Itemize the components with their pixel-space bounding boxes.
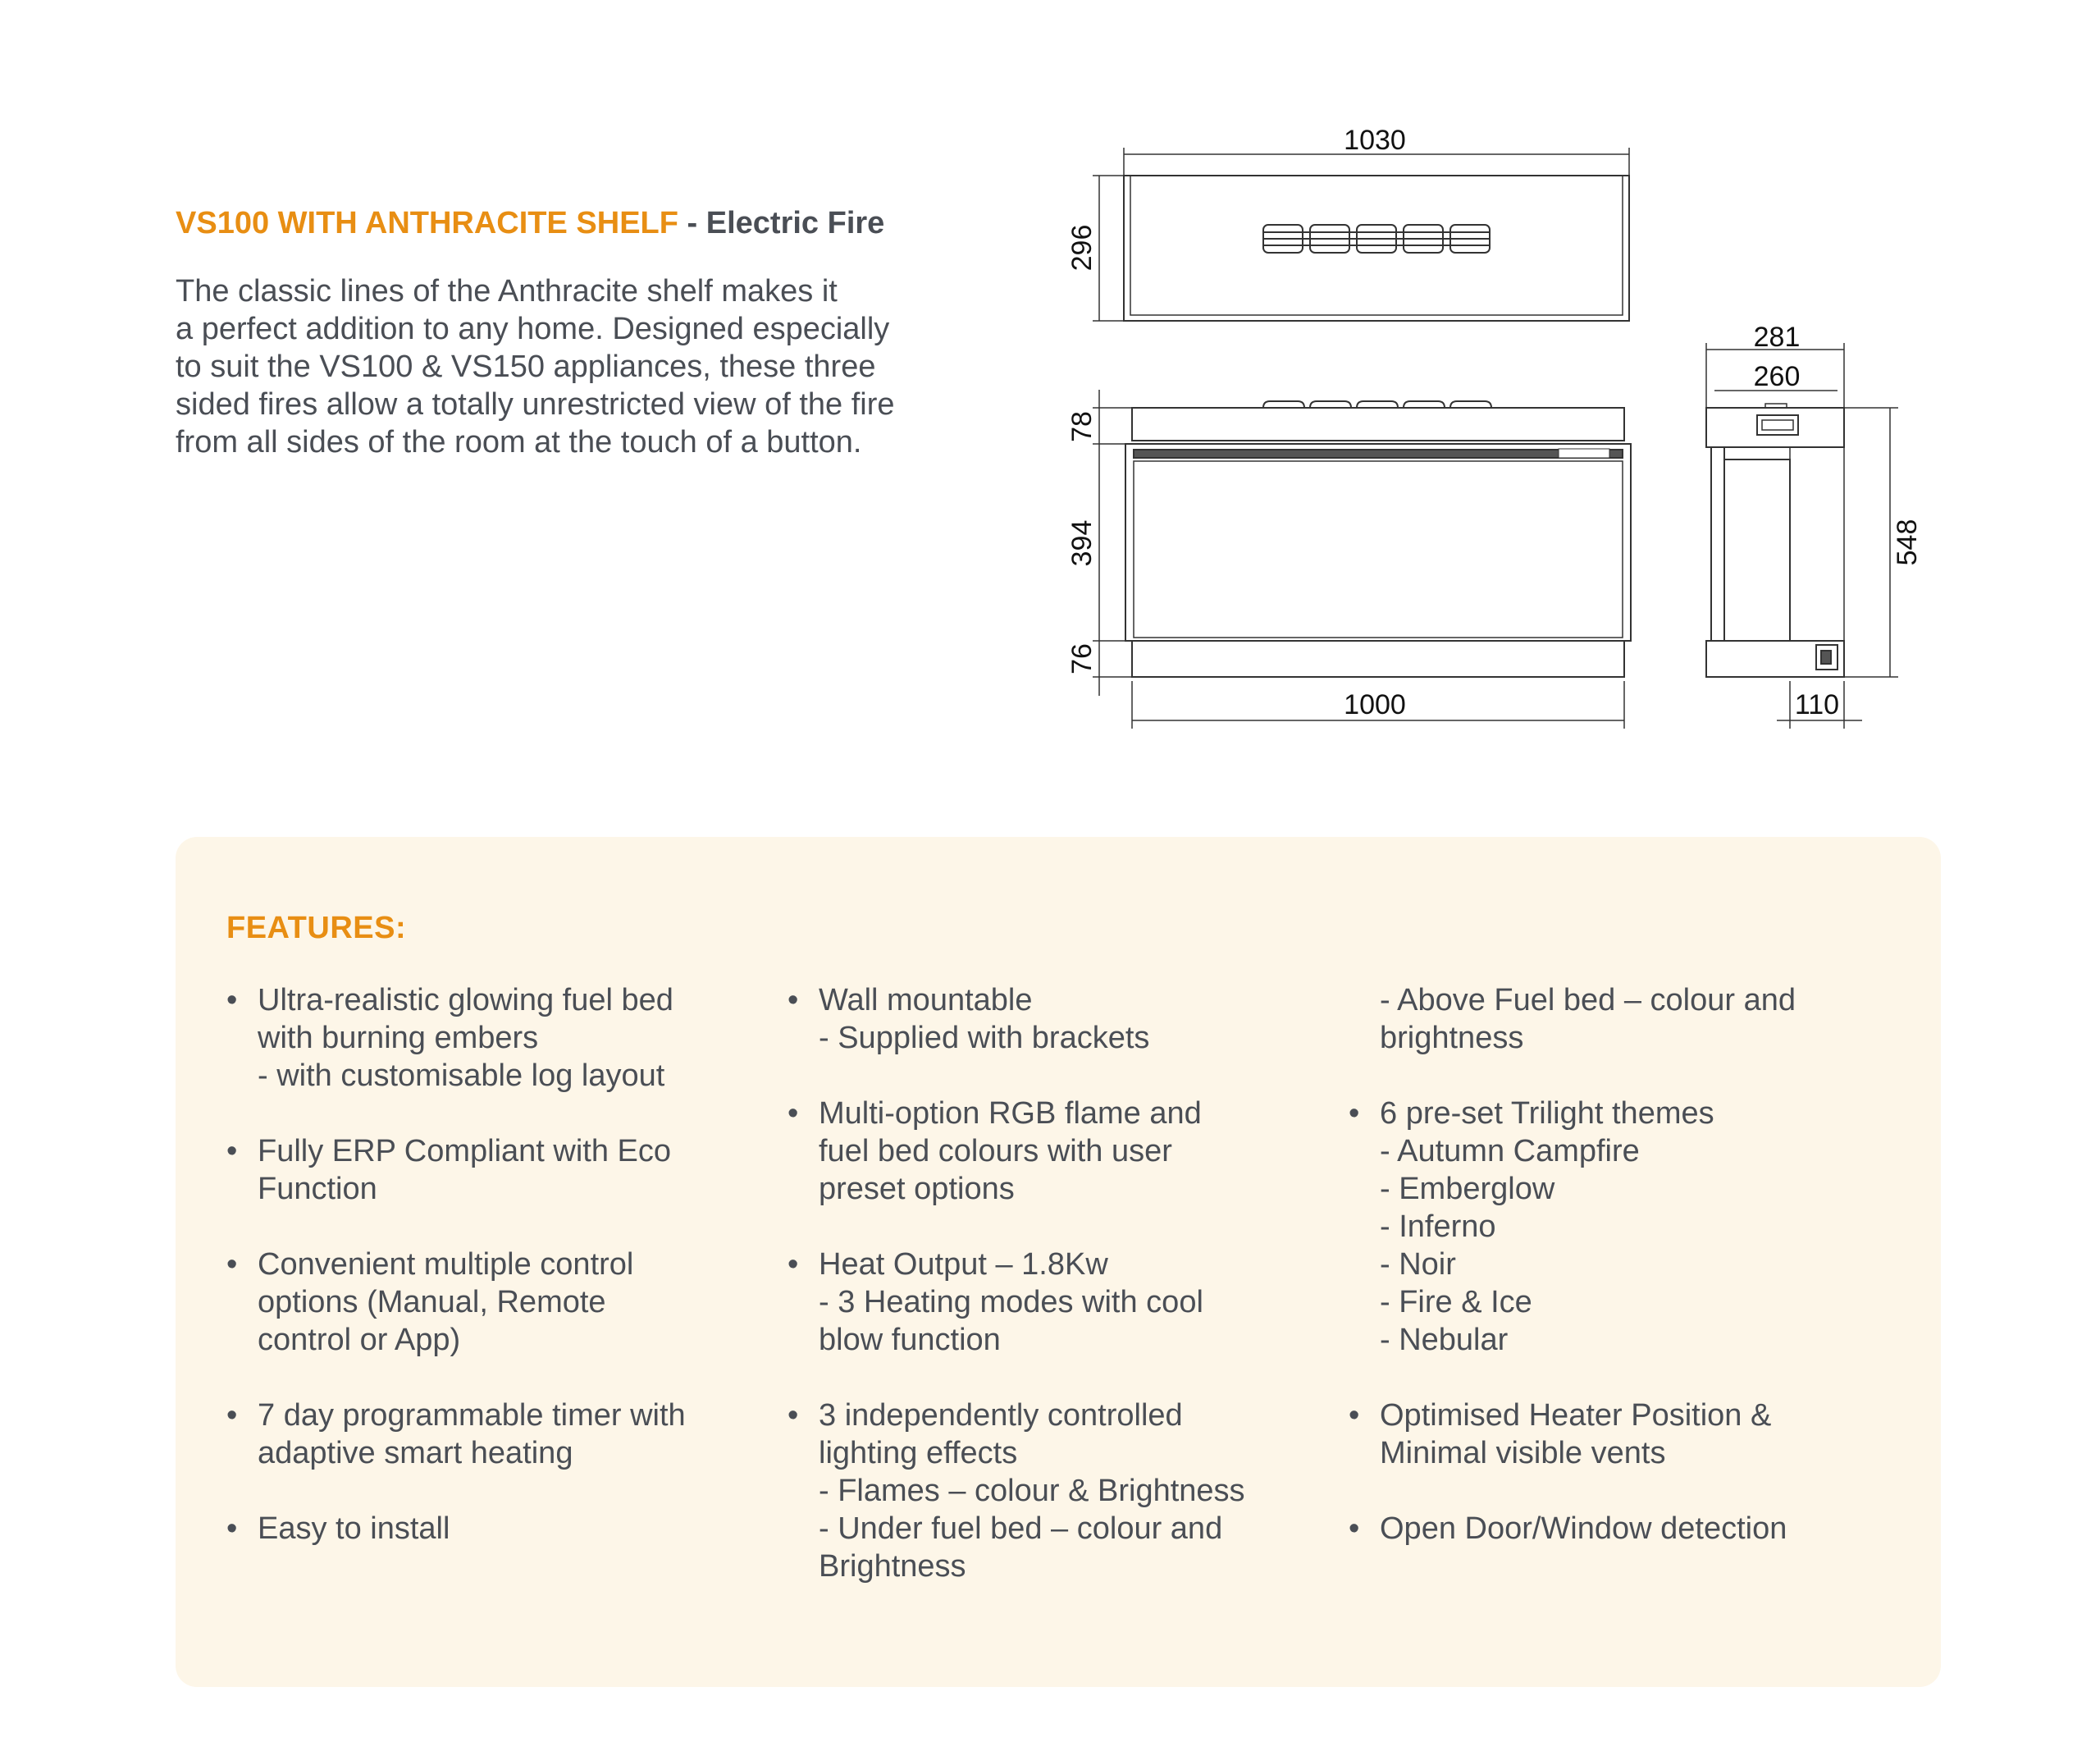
feature-item bbox=[788, 981, 1329, 1057]
feature-line: - with customisable log layout bbox=[258, 1058, 665, 1093]
feature-item bbox=[226, 1246, 768, 1359]
bullet: • bbox=[1349, 1511, 1360, 1546]
feature-line: fuel bed colours with user bbox=[819, 1134, 1172, 1168]
feature-item bbox=[1349, 1510, 1890, 1548]
feature-item bbox=[1349, 1397, 1890, 1472]
dim-label-top-width: 1030 bbox=[1344, 125, 1406, 156]
feature-line: Convenient multiple control bbox=[258, 1247, 634, 1282]
bullet: • bbox=[226, 1134, 238, 1168]
dim-label-base-height: 76 bbox=[1066, 643, 1098, 674]
dim-label-shelf-height: 78 bbox=[1066, 411, 1098, 442]
feature-line: adaptive smart heating bbox=[258, 1436, 573, 1470]
bullet: • bbox=[788, 1096, 799, 1131]
feature-line: 7 day programmable timer with bbox=[258, 1398, 686, 1433]
feature-line: Wall mountable bbox=[819, 983, 1033, 1017]
feature-item bbox=[788, 1095, 1329, 1208]
bullet: • bbox=[226, 1511, 238, 1546]
bullet: • bbox=[788, 1247, 799, 1282]
bullet: • bbox=[788, 983, 799, 1017]
dim-label-front-width: 1000 bbox=[1344, 689, 1406, 720]
bullet: • bbox=[226, 1247, 238, 1282]
features-column-2 bbox=[788, 981, 1329, 1623]
dim-label-top-depth: 296 bbox=[1066, 224, 1098, 272]
feature-line: Function bbox=[258, 1172, 377, 1206]
features-column-1 bbox=[226, 981, 768, 1585]
feature-item bbox=[226, 1132, 768, 1208]
feature-line: blow function bbox=[819, 1323, 1001, 1357]
dim-label-body-height: 394 bbox=[1066, 519, 1098, 567]
feature-line: Brightness bbox=[819, 1549, 966, 1584]
feature-line: control or App) bbox=[258, 1323, 461, 1357]
feature-line: - Emberglow bbox=[1380, 1172, 1555, 1206]
description-line: sided fires allow a totally unrestricted view of the fire bbox=[176, 386, 895, 422]
front-view-drawing bbox=[1093, 390, 1631, 729]
description-line: to suit the VS100 & VS150 appliances, these three bbox=[176, 349, 876, 384]
feature-line: Open Door/Window detection bbox=[1380, 1511, 1787, 1546]
feature-line: - Nebular bbox=[1380, 1323, 1509, 1357]
technical-drawings bbox=[0, 0, 2100, 821]
dim-label-side-outer-depth: 281 bbox=[1753, 322, 1801, 353]
feature-line: - 3 Heating modes with cool bbox=[819, 1285, 1203, 1319]
feature-line: 3 independently controlled bbox=[819, 1398, 1183, 1433]
side-view-drawing bbox=[1706, 343, 1898, 729]
description-line: from all sides of the room at the touch of a button. bbox=[176, 424, 862, 459]
bullet: • bbox=[226, 983, 238, 1017]
feature-item bbox=[1349, 1095, 1890, 1359]
bullet: • bbox=[226, 1398, 238, 1433]
feature-line: Easy to install bbox=[258, 1511, 450, 1546]
feature-line: Minimal visible vents bbox=[1380, 1436, 1666, 1470]
feature-line: Multi-option RGB flame and bbox=[819, 1096, 1202, 1131]
feature-line: - Fire & Ice bbox=[1380, 1285, 1532, 1319]
product-title-suffix: - Electric Fire bbox=[678, 206, 885, 240]
bullet: • bbox=[1349, 1398, 1360, 1433]
feature-line: - Autumn Campfire bbox=[1380, 1134, 1640, 1168]
feature-line: Ultra-realistic glowing fuel bed bbox=[258, 983, 673, 1017]
feature-item bbox=[1349, 981, 1890, 1057]
product-title-accent: VS100 WITH ANTHRACITE SHELF bbox=[176, 206, 678, 240]
features-column-3 bbox=[1349, 981, 1890, 1585]
feature-line: preset options bbox=[819, 1172, 1015, 1206]
feature-line: Fully ERP Compliant with Eco bbox=[258, 1134, 672, 1168]
features-heading: FEATURES: bbox=[226, 911, 407, 945]
feature-line: - Noir bbox=[1380, 1247, 1456, 1282]
feature-line: with burning embers bbox=[258, 1021, 539, 1055]
features-panel bbox=[176, 837, 1941, 1687]
feature-line: 6 pre-set Trilight themes bbox=[1380, 1096, 1714, 1131]
feature-line: - Inferno bbox=[1380, 1209, 1496, 1244]
feature-line: brightness bbox=[1380, 1021, 1524, 1055]
top-view-drawing bbox=[1093, 148, 1629, 321]
description-line: a perfect addition to any home. Designed especially bbox=[176, 311, 890, 346]
feature-line: - Under fuel bed – colour and bbox=[819, 1511, 1223, 1546]
feature-line: - Flames – colour & Brightness bbox=[819, 1474, 1245, 1508]
dim-label-side-base-depth: 110 bbox=[1794, 689, 1840, 720]
feature-line: options (Manual, Remote bbox=[258, 1285, 606, 1319]
bullet: • bbox=[788, 1398, 799, 1433]
feature-line: - Supplied with brackets bbox=[819, 1021, 1150, 1055]
bullet: • bbox=[1349, 1096, 1360, 1131]
dim-label-side-inner-depth: 260 bbox=[1753, 361, 1801, 392]
description-line: The classic lines of the Anthracite shelf makes it bbox=[176, 273, 838, 309]
dim-label-side-height: 548 bbox=[1892, 519, 1923, 566]
feature-item bbox=[226, 981, 768, 1095]
feature-item bbox=[788, 1397, 1329, 1585]
feature-line: Heat Output – 1.8Kw bbox=[819, 1247, 1108, 1282]
feature-item bbox=[788, 1246, 1329, 1359]
feature-line: lighting effects bbox=[819, 1436, 1018, 1470]
feature-line: Optimised Heater Position & bbox=[1380, 1398, 1772, 1433]
feature-line: - Above Fuel bed – colour and bbox=[1380, 983, 1796, 1017]
feature-item bbox=[226, 1510, 768, 1548]
feature-item bbox=[226, 1397, 768, 1472]
